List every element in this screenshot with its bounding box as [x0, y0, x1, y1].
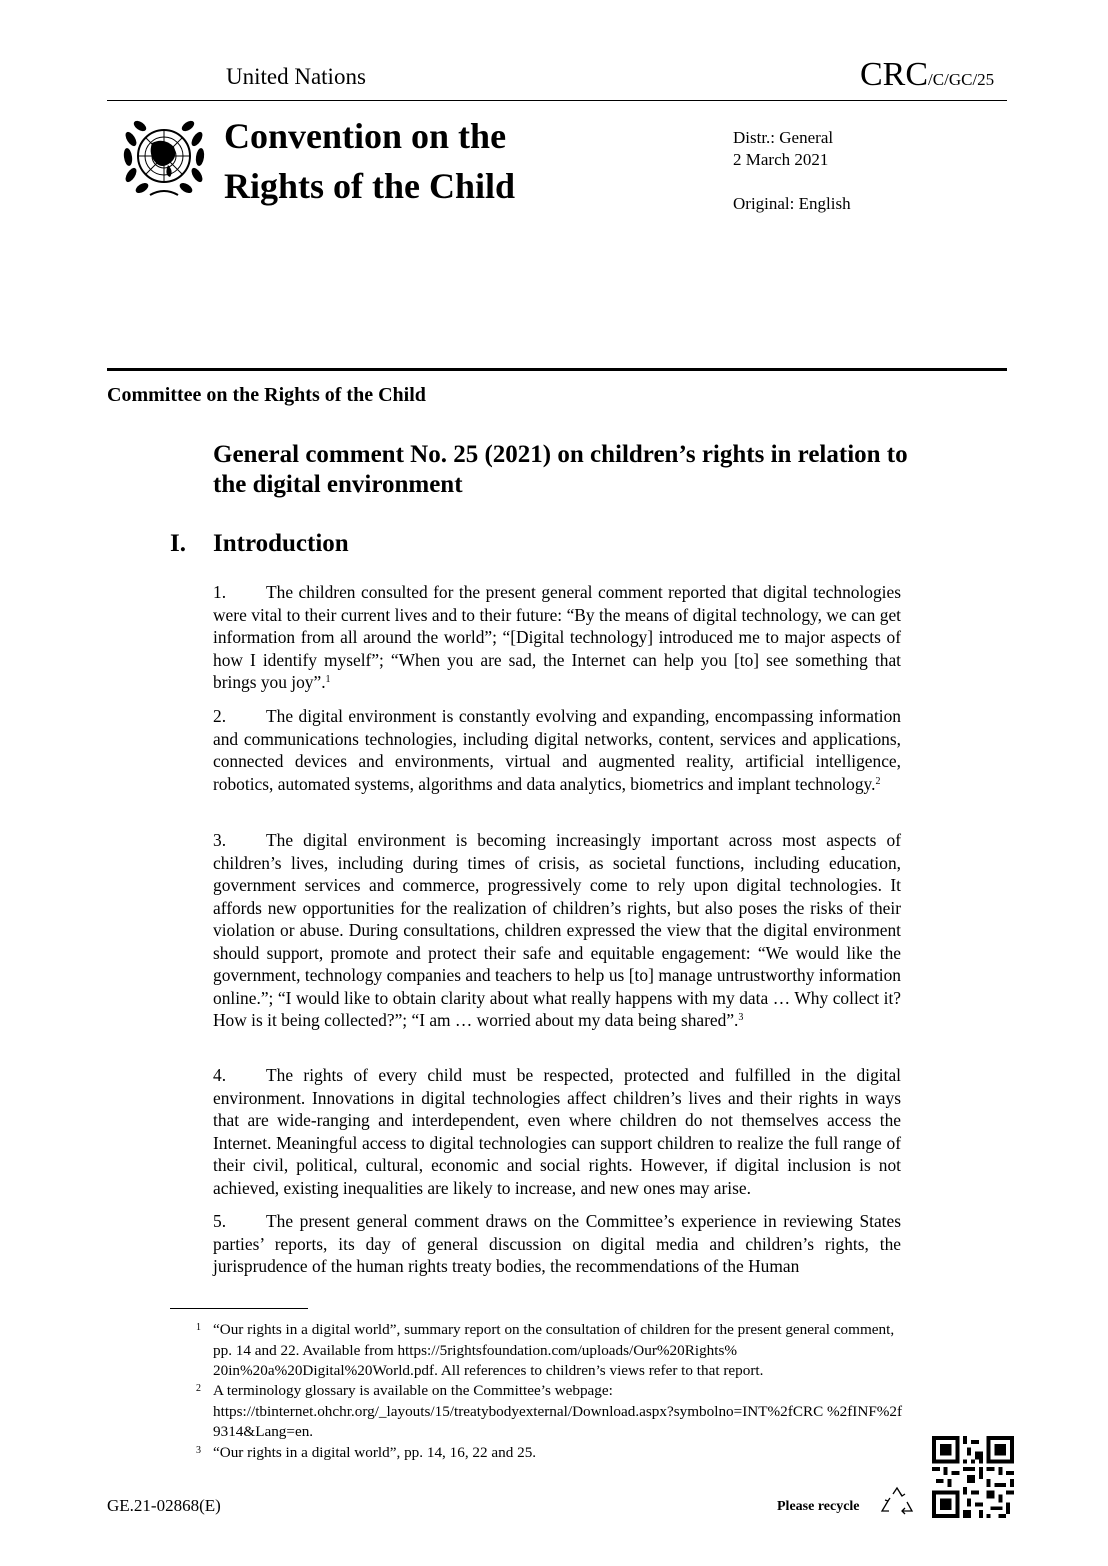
convention-title: [224, 111, 515, 211]
paragraph-text: The rights of every child must be respected, protected and fulfilled in the digital environment. Innovations in digital technologies affect children’s lives and their rights in ways that are wide-ranging and interdependent, even where children do not themselves access the Internet. Meaningful access to digital technologies can support children to realize the full range of their civil, political, cultural, economic and social rights. However, if digital inclusion is not achieved, existing inequalities are likely to increase, and new ones may arise.: [213, 1065, 901, 1198]
issue-date: 2 March 2021: [733, 150, 829, 169]
document-number: GE.21-02868(E): [107, 1496, 221, 1515]
paragraph-number: 4.: [213, 1065, 227, 1085]
paragraph-text: The present general comment draws on the Committee’s experience in reviewing States parties’ reports, its day of general discussion on digital media and children’s rights, the jurisprudence of the human rights treaty bodies, the recommendations of the Human: [213, 1211, 901, 1276]
paragraph-4: [213, 1064, 901, 1199]
footnote-text: “Our rights in a digital world”, pp. 14, 16, 22 and 25.: [213, 1444, 537, 1461]
section-number: I.: [170, 530, 186, 557]
footnote-separator: [170, 1308, 308, 1309]
committee-name: Committee on the Rights of the Child: [107, 384, 426, 406]
paragraph-3: [213, 829, 901, 1032]
paragraph-number: 1.: [213, 582, 227, 602]
convention-title-line2: Rights of the Child: [224, 166, 516, 206]
footnote-mark: 3: [196, 1445, 201, 1456]
footnote-1: [196, 1320, 903, 1382]
footnote-mark: 1: [196, 1322, 201, 1333]
section-title: Introduction: [213, 530, 349, 557]
organization-name: United Nations: [226, 64, 366, 89]
footnote-ref[interactable]: 3: [738, 1012, 744, 1023]
recycle-icon: [880, 1486, 914, 1520]
paragraph-number: 2.: [213, 706, 227, 726]
header-rule: [107, 100, 1007, 101]
paragraph-number: 5.: [213, 1211, 227, 1231]
general-comment-title: General comment No. 25 (2021) on children’s rights in relation to the digital environment: [213, 441, 908, 498]
footnote-ref[interactable]: 1: [325, 674, 331, 685]
footnote-mark: 2: [196, 1383, 201, 1394]
symbol-main: CRC: [860, 56, 929, 93]
qr-code-icon: [932, 1436, 1014, 1518]
convention-title-line1: Convention on the: [224, 116, 507, 156]
footnote-text: “Our rights in a digital world”, summary report on the consultation of children for the present general comment, pp. 14 and 22. Available from https://5rightsfoundation.com/uploads/Our%20Rights% 20in%20a%20Digital%20World.pdf. All references to children’s views refer to that report.: [213, 1321, 895, 1379]
distribution-block: [733, 127, 833, 171]
paragraph-5: [213, 1210, 901, 1278]
footnote-ref[interactable]: 2: [875, 775, 881, 787]
document-symbol: [860, 56, 994, 94]
un-emblem-icon: [112, 113, 216, 199]
footnote-3: [196, 1443, 903, 1464]
paragraph-text: The digital environment is becoming increasingly important across most aspects of children’s lives, including during times of crisis, as societal functions, including education, government services and commerce, progressively come to rely upon digital technologies. It affords new opportunities for the realization of children’s rights, but also poses the risks of their violation or abuse. During consultations, children expressed the view that the digital environment should support, promote and protect their safe and equitable engagement: “We would like the government, technology companies and teachers to help us [to] manage untrustworthy information online.”; “I would like to obtain clarity about what really happens with my data … Why collect it? How is it being collected?”; “I am … worried about my data being shared”.: [213, 830, 901, 1030]
paragraph-2: [213, 705, 901, 795]
symbol-tail: /C/GC/25: [928, 70, 995, 89]
paragraph-text: The digital environment is constantly evolving and expanding, encompassing information and communications technologies, including digital networks, content, services and applications, connected devices and environments, virtual and augmented reality, artificial intelligence, robotics, automated systems, algorithms and data analytics, biometrics and implant technology.: [213, 706, 901, 794]
paragraph-1: [213, 581, 901, 694]
paragraph-text: The children consulted for the present general comment reported that digital technologies were vital to their current lives and to their future: “By the means of digital technology, we can get information from all around the world”; “[Digital technology] introduced me to major aspects of how I identify myself”; “When you are sad, the Internet can help you [to] see something that brings you joy”.: [213, 582, 901, 692]
footnote-text: A terminology glossary is available on the Committee’s webpage:: [213, 1382, 613, 1399]
footnote-link[interactable]: https://tbinternet.ohchr.org/_layouts/15/treatybodyexternal/Download.aspx?symbolno=INT%2fCRC %2fINF%2f9314&Lang=en.: [213, 1402, 903, 1440]
header-thick-rule: [107, 368, 1007, 371]
footnote-2: [196, 1381, 903, 1443]
original-language: Original: English: [733, 194, 851, 213]
distribution: Distr.: General: [733, 128, 834, 147]
recycle-label: Please recycle: [777, 1499, 860, 1514]
paragraph-number: 3.: [213, 830, 227, 850]
